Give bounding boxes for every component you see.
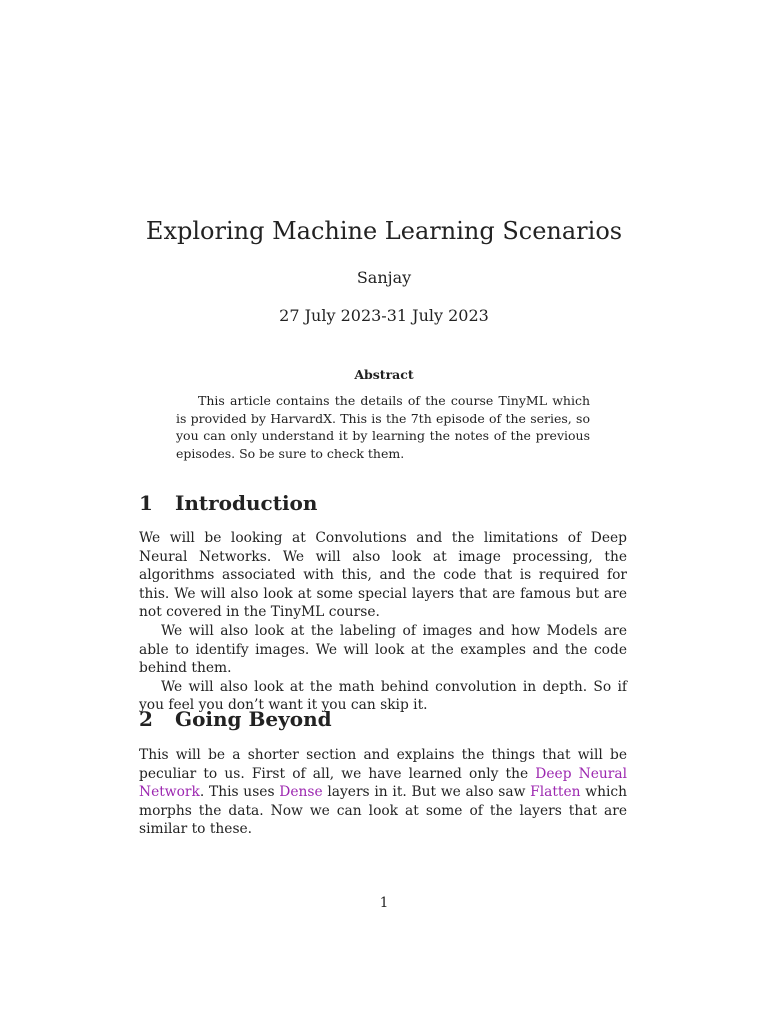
text-run: layers in it. But we also saw — [322, 784, 531, 801]
page-number: 1 — [379, 895, 389, 911]
flatten-link[interactable]: Flatten — [530, 784, 581, 801]
section-title: Going Beyond — [175, 707, 332, 731]
dense-link[interactable]: Dense — [279, 784, 323, 801]
abstract-heading: Abstract — [354, 367, 414, 382]
text-run: This will be a shorter section and explains the things that will be peculiar to us. First of all, we have learned only the — [139, 747, 627, 782]
document-date: 27 July 2023-31 July 2023 — [279, 306, 489, 325]
document-author: Sanjay — [356, 268, 412, 287]
section-number: 1 — [139, 491, 153, 515]
section-body-introduction — [139, 529, 627, 715]
section-heading-going-beyond — [139, 705, 639, 733]
paragraph: We will be looking at Convolutions and the limitations of Deep Neural Networks. We will also look at image processing, the algorithms associated with this, and the code that is required for this. We will also look at some special layers that are famous but are not covered in the TinyML course. — [139, 530, 627, 621]
section-title: Introduction — [175, 491, 318, 515]
section-number: 2 — [139, 707, 153, 731]
text-run: . This uses — [199, 784, 280, 801]
document-title: Exploring Machine Learning Scenarios — [145, 217, 623, 245]
section-heading-introduction — [139, 489, 639, 517]
section-body-going-beyond — [139, 746, 627, 839]
paragraph: We will also look at the math behind convolution in depth. So if you feel you don’t want it you can skip it. — [139, 678, 627, 714]
paragraph: We will also look at the labeling of images and how Models are able to identify images. We will look at the examples and the code behind them. — [139, 622, 627, 677]
text-run: which morphs the data. Now we can look at some of the layers that are similar to these. — [139, 784, 627, 838]
deep-neural-network-link[interactable]: Deep Neural Network — [139, 765, 628, 801]
paragraph — [139, 746, 627, 839]
abstract-text: This article contains the details of the course TinyML which is provided by HarvardX. This is the 7th episode of the series, so you can only understand it by learning the notes of the previous episodes. So be sure to check them. — [176, 393, 590, 461]
